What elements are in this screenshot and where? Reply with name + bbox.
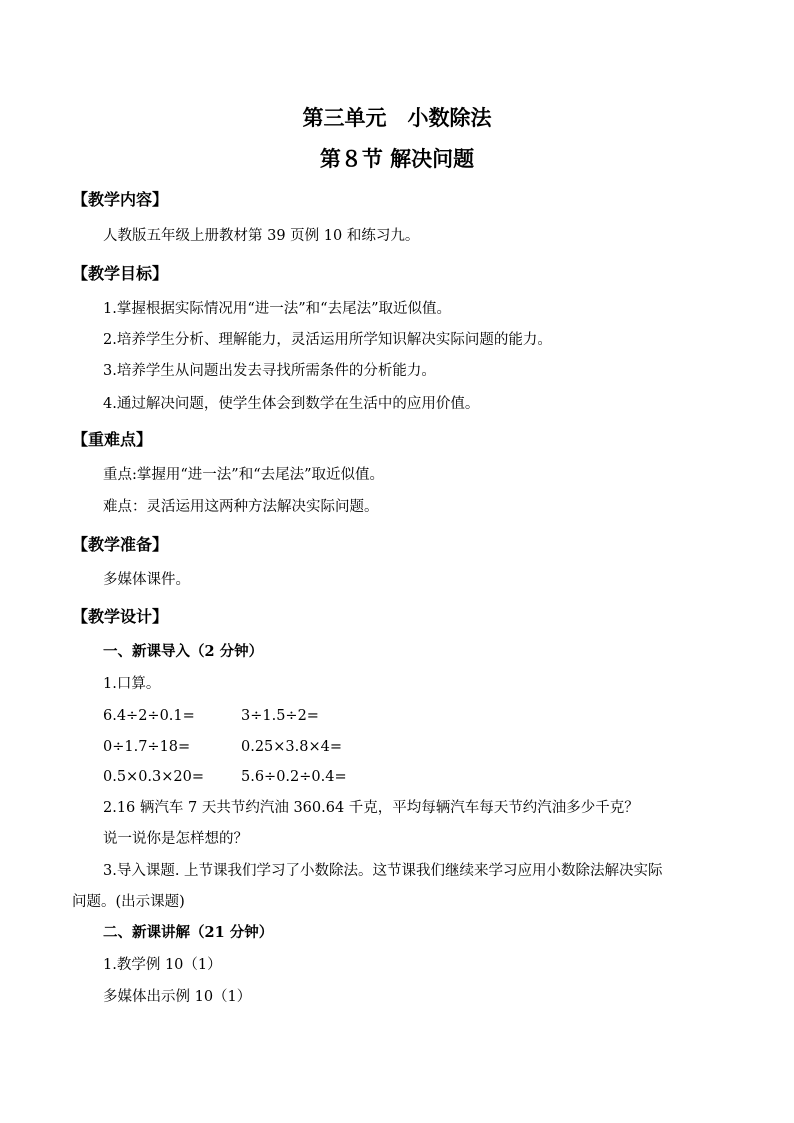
intro-line-1: 3.导入课题. 上节课我们学习了小数除法。这节课我们继续来学习应用小数除法解决实际 — [103, 863, 663, 879]
design-heading: 【教学设计】 — [72, 607, 169, 626]
goal-item-4: 4.通过解决问题，使学生体会到数学在生活中的应用价值。 — [103, 396, 480, 412]
section-title: 第８节 解决问题 — [319, 146, 475, 171]
discuss-prompt: 说一说你是怎样想的？ — [103, 831, 248, 847]
problem-2: 2.16 辆汽车 7 天共节约汽油 360.64 千克，平均每辆汽车每天节约汽油多少千克？ — [103, 800, 639, 816]
content-heading: 【教学内容】 — [72, 190, 169, 209]
goal-item-3: 3.培养学生从问题出发去寻找所需条件的分析能力。 — [103, 363, 436, 379]
goal-item-1: 1.掌握根据实际情况用“进一法”和“去尾法”取近似值。 — [103, 301, 451, 317]
content-text: 人教版五年级上册教材第 39 页例 10 和练习九。 — [103, 228, 420, 244]
calc-item: 0.25×3.8×4= — [241, 739, 343, 755]
key-point: 重点:掌握用“进一法”和“去尾法”取近似值。 — [103, 467, 385, 483]
calc-item: 0.5×0.3×20= — [103, 769, 205, 785]
calc-item: 5.6÷0.2÷0.4= — [241, 769, 347, 785]
preparation-text: 多媒体课件。 — [103, 572, 190, 588]
oral-calc-label: 1.口算。 — [103, 676, 161, 692]
unit-title: 第三单元 小数除法 — [302, 105, 492, 130]
calc-item: 3÷1.5÷2= — [241, 708, 319, 724]
key-points-heading: 【重难点】 — [72, 430, 153, 449]
preparation-heading: 【教学准备】 — [72, 535, 169, 554]
show-example: 多媒体出示例 10（1） — [103, 989, 252, 1005]
goals-heading: 【教学目标】 — [72, 264, 169, 283]
teach-example: 1.教学例 10（1） — [103, 957, 222, 973]
part2-heading: 二、新课讲解（21 分钟） — [103, 924, 274, 941]
part1-heading: 一、新课导入（2 分钟） — [103, 643, 264, 660]
calc-item: 6.4÷2÷0.1= — [103, 708, 195, 724]
intro-line-2: 问题。(出示课题) — [72, 894, 185, 910]
difficult-point: 难点：灵活运用这两种方法解决实际问题。 — [103, 499, 379, 515]
calc-item: 0÷1.7÷18= — [103, 739, 191, 755]
goal-item-2: 2.培养学生分析、理解能力，灵活运用所学知识解决实际问题的能力。 — [103, 332, 552, 348]
